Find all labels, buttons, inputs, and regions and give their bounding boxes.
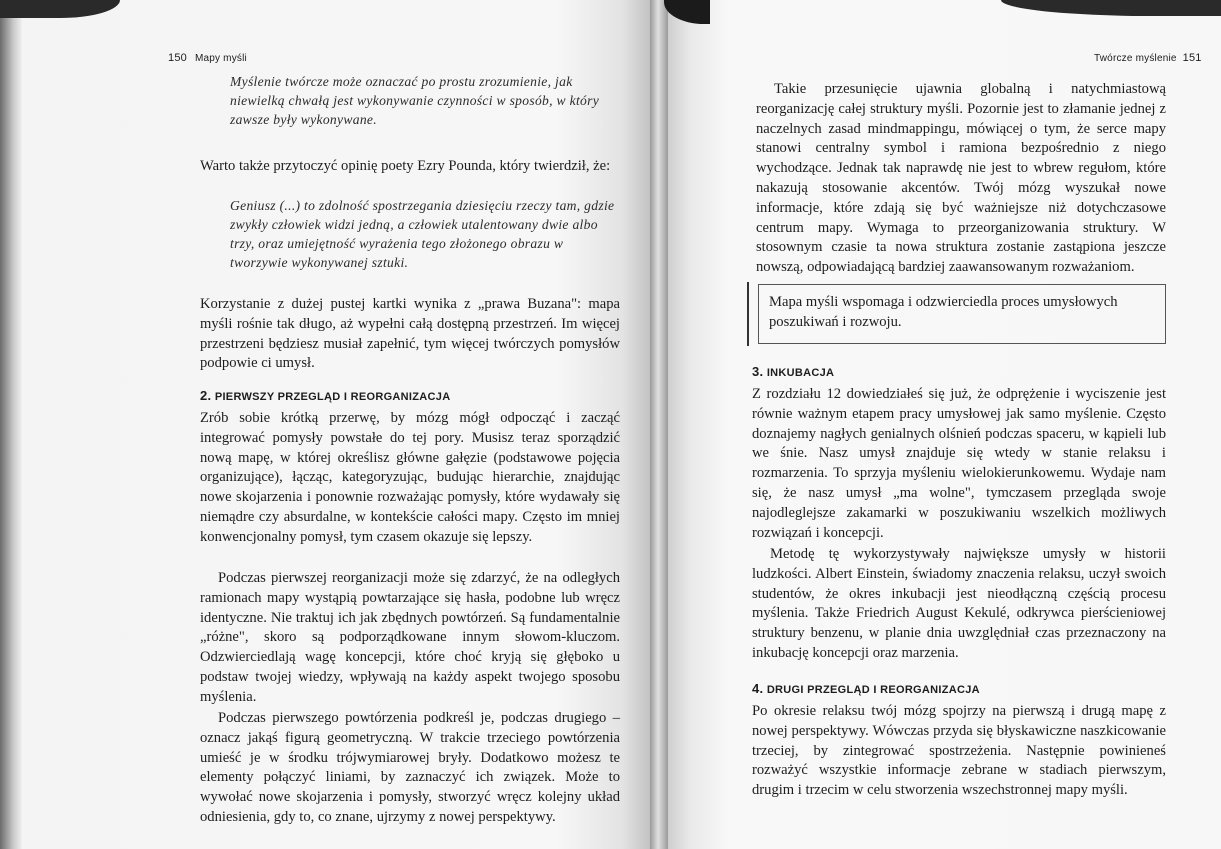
- left-page-number: 150: [168, 52, 187, 64]
- left-paragraph-buzan: Korzystanie z dużej pustej kartki wynika z „prawa Buzana": mapa myśli rośnie tak długo, aż wypełni całą dostępną przestrzeń. Im więcej przestrzeni będziesz musiał zapełnić, tym więcej twórczych pomysłów podpowie ci umysł.: [200, 296, 620, 372]
- quote-pound: Geniusz (...) to zdolność spostrzegania dziesięciu rzeczy tam, gdzie zwykły człowiek widzi jedną, a człowiek utalentowany dwie albo trzy, oraz umiejętność wyrażenia tego złożonego obrazu w tworzywie wykonywanej sztuki.: [230, 198, 615, 270]
- section-3-number: 3.: [752, 364, 764, 379]
- section-2-number: 2.: [200, 388, 212, 403]
- left-paragraph-break: Zrób sobie krótką przerwę, by mózg mógł odpocząć i zacząć integrować pomysły powstałe do tej pory. Musisz teraz sporządzić nową mapę, w której określisz główne gałęzie (podstawowe pojęcia organizujące), łącząc, kategoryzując, budując hierarchie, znajdując nowe skojarzenia i ponownie rozważając pomysły, które wydawały się niemądre czy absurdalne, w kontekście całości mapy. Często im mniej konwencjonalny pomysł, tym czasem okazuje się lepszy.: [200, 410, 620, 545]
- quote-creative-thinking: Myślenie twórcze może oznaczać po prostu zrozumienie, jak niewielką chwałą jest wykonywanie czynności w sposób, w który zawsze były wykonywane.: [230, 74, 600, 127]
- right-paragraph-shift: Takie przesunięcie ujawnia globalną i natychmiastową reorganizację całej struktury myśli. Pozornie jest to złamanie jednej z naczelnych zasad mindmappingu, mówiącej o tym, że serce mapy stanowi centralny symbol i ramiona bezpośrednio z niego wychodzące. Jednak tak naprawdę nie jest to wbrew regułom, które nakazują stosowanie akcentów. Twój mózg wyszukał nowe informacje, które zdają się być ważniejsze niż dotychczasowe centrum mapy. Wymaga to przeorganizowania struktury. W stosownym czasie ta nowa struktura zostanie zastąpiona jeszcze nowszą, odpowiadającą bardziej zaawansowanym rozważaniom.: [756, 81, 1166, 276]
- right-running-head-title: Twórcze myślenie: [1094, 53, 1177, 64]
- left-running-head-title: Mapy myśli: [194, 53, 247, 64]
- left-paragraph-reorganization: Podczas pierwszej reorganizacji może się zdarzyć, że na odległych ramionach mapy wystąpią powtarzające się hasła, podobne lub wręcz identyczne. Nie traktuj ich jak zbędnych powtórzeń. Są fundamentalnie „różne", skoro są podporządkowane innym słowom-kluczom. Odzwierciedlają wagę koncepcji, które choć kryją się głęboko u podstaw twojej wiedzy, wpływają na każdy aspekt twojego sposobu myślenia.: [200, 570, 620, 705]
- section-4-number: 4.: [752, 681, 764, 696]
- right-page-number: 151: [1182, 52, 1202, 64]
- left-page-edge-shadow: [0, 0, 22, 849]
- section-3-heading: [752, 364, 834, 379]
- book-gutter: [650, 0, 668, 849]
- section-2-title: PIERWSZY PRZEGLĄD I REORGANIZACJA: [214, 391, 451, 403]
- section-2-heading: [200, 388, 450, 403]
- intro-pound: Warto także przytoczyć opinię poety Ezry Pounda, który twierdził, że:: [200, 158, 611, 174]
- callout-box: [758, 284, 1166, 344]
- section-3-title: INKUBACJA: [766, 367, 835, 379]
- right-paragraph-einstein: Metodę tę wykorzystywały największe umysły w historii ludzkości. Albert Einstein, świadomy znaczenia relaksu, uczył swoich studentów, że okres inkubacji jest nieodłączną częścią procesu myślenia. Także Friedrich August Kekulé, odkrywca pierścieniowej struktury benzenu, w planie dnia uwzględniał czas przeznaczony na inkubację koncepcji oraz marzenia.: [752, 546, 1166, 661]
- right-paragraph-incubation: Z rozdziału 12 dowiedziałeś się już, że odprężenie i wyciszenie jest równie ważnym etapem pracy umysłowej jak samo myślenie. Często doznajemy nagłych genialnych olśnień podczas spaceru, w kąpieli lub we śnie. Nasz umysł znajduje się wtedy w stanie relaksu i rozmarzenia. To sprzyja myśleniu wielokierunkowemu. Wydaje nam się, że nasz umysł „ma wolne", tymczasem przegląda swoje najodleglejsze zakamarki w poszukiwaniu wszelkich możliwych rozwiązań i koncepcji.: [752, 386, 1166, 541]
- callout-bar: [747, 282, 749, 346]
- left-running-head: [168, 52, 247, 64]
- left-paragraph-repetition: Podczas pierwszego powtórzenia podkreśl je, podczas drugiego – oznacz jakąś figurą geometryczną. W trakcie trzeciego powtórzenia umieść je w środku trójwymiarowej bryły. Dodatkowo możesz te elementy połączyć liniami, by zaznaczyć ich związek. Może to wywołać nowe skojarzenia i pomysły, stworzyć wręcz kolejny układ odniesienia, gdy to, co znane, ujrzymy z nowej perspektywy.: [200, 710, 620, 825]
- section-4-title: DRUGI PRZEGLĄD I REORGANIZACJA: [766, 684, 980, 696]
- callout-text: Mapa myśli wspomaga i odzwierciedla proces umysłowych poszukiwań i rozwoju.: [769, 294, 1118, 330]
- section-4-heading: [752, 681, 980, 696]
- right-running-head: [1094, 52, 1202, 64]
- right-paragraph-second-review: Po okresie relaksu twój mózg spojrzy na pierwszą i drugą mapę z nowej perspektywy. Wówczas przyda się błyskawiczne naszkicowanie trzeciej, by zintegrować spostrzeżenia. Następnie powinieneś rozważyć wszystkie informacje zebrane w stadiach pierwszym, drugim i trzecim w celu stworzenia wszechstronnej mapy myśli.: [752, 703, 1166, 799]
